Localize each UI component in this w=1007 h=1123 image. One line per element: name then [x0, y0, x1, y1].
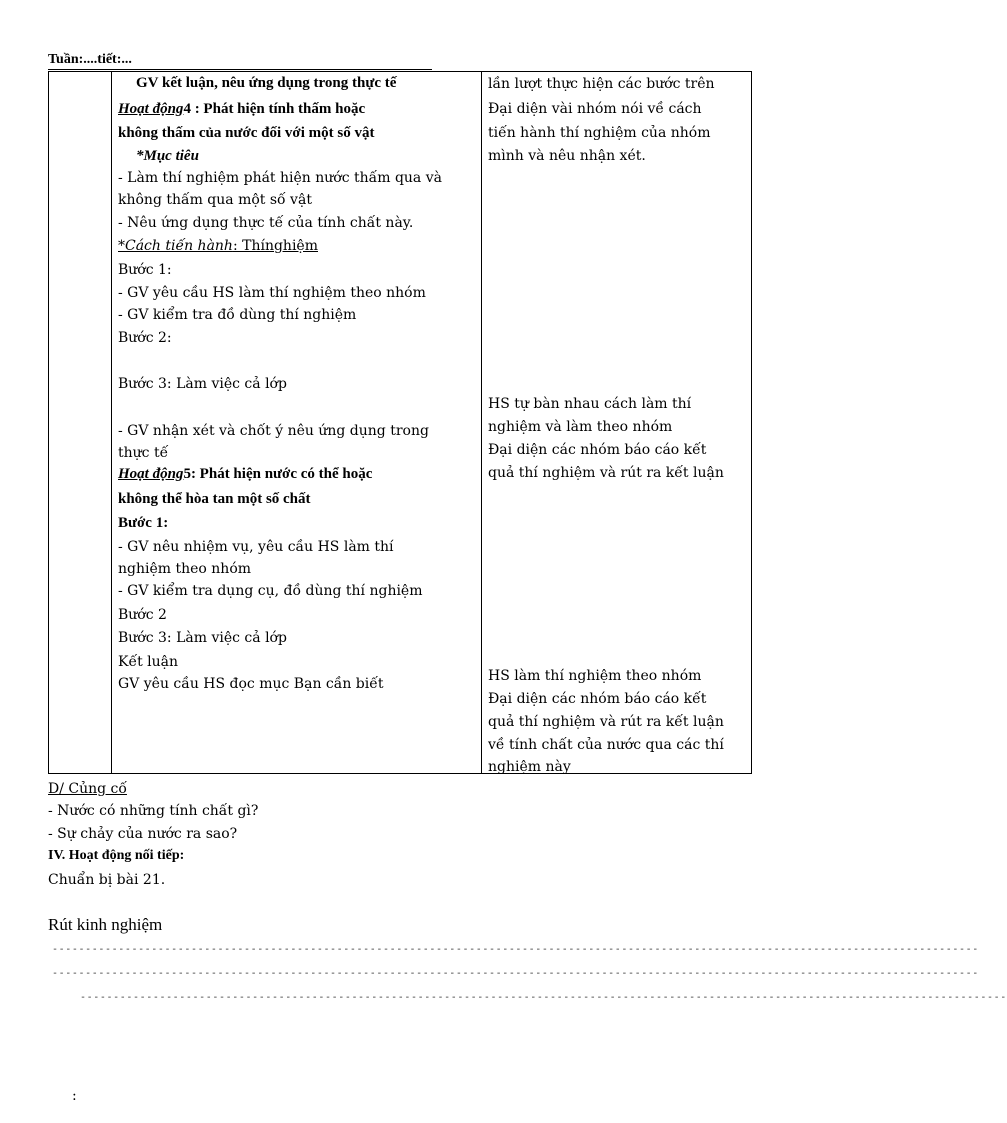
student-line-10: Đại diện các nhóm báo cáo kết [488, 691, 707, 707]
student-column [482, 72, 752, 774]
student-line-7: Đại diện các nhóm báo cáo kết [488, 442, 707, 458]
procedure-text: : Thínghiệm [232, 238, 318, 254]
student-line-12: về tính chất của nước qua các thí [488, 737, 724, 753]
followup-heading: IV. Hoạt động nối tiếp: [48, 848, 185, 863]
student-line-11: quả thí nghiệm và rút ra kết luận [488, 714, 724, 730]
student-line-2: Đại diện vài nhóm nói về cách [488, 101, 702, 117]
procedure-heading [118, 236, 318, 256]
activity-5-step-1-line-2: nghiệm theo nhóm [118, 561, 252, 577]
experience-dash-line-2: -------------------------------------------------------------------------------------------------------------------------------------------- [52, 968, 979, 979]
conclusion-heading: Kết luận [118, 654, 179, 670]
student-line-4: mình và nêu nhận xét. [488, 148, 646, 164]
activity-4-title-cont: không thấm của nước đối với một số vật [118, 125, 375, 141]
activity-5-step-1-line-1: - GV nêu nhiệm vụ, yêu cầu HS làm thí [118, 539, 394, 555]
lesson-table [48, 71, 752, 774]
student-line-1: lần lượt thực hiện các bước trên [488, 76, 715, 92]
objective-heading: *Mục tiêu [136, 148, 199, 164]
activity-4-label: Hoạt động [118, 101, 184, 117]
activity-5-step-1-heading: Bước 1: [118, 515, 169, 531]
activity-5-title [118, 464, 372, 484]
followup-text: Chuẩn bị bài 21. [48, 872, 166, 888]
activity-5-label: Hoạt động [118, 466, 184, 482]
teacher-column [112, 72, 482, 774]
activity-5-step-1-line-3: - GV kiểm tra dụng cụ, đồ dùng thí nghiệm [118, 583, 423, 599]
student-line-9: HS làm thí nghiệm theo nhóm [488, 668, 702, 684]
activity-5-step-2-heading: Bước 2 [118, 607, 167, 623]
consolidation-question-2: - Sự chảy của nước ra sao? [48, 826, 238, 842]
week-period-header: Tuần:....tiết:... [48, 52, 132, 67]
objective-line-2: không thấm qua một số vật [118, 192, 312, 208]
procedure-label: *Cách tiến hành [118, 238, 233, 254]
teacher-remark-line-1: - GV nhận xét và chốt ý nêu ứng dụng trong [118, 423, 429, 439]
student-line-5: HS tự bàn nhau cách làm thí [488, 396, 692, 412]
consolidation-heading: D/ Củng cố [48, 781, 127, 797]
step-1-line-2: - GV kiểm tra đồ dùng thí nghiệm [118, 307, 357, 323]
experience-dash-line-3: -------------------------------------------------------------------------------------------------------------------------------------------- [80, 992, 1007, 1003]
objective-line-3: - Nêu ứng dụng thực tế của tính chất này. [118, 215, 414, 231]
step-2-heading: Bước 2: [118, 330, 172, 346]
step-1-line-1: - GV yêu cầu HS làm thí nghiệm theo nhóm [118, 285, 426, 301]
activity-5-title-cont: không thể hòa tan một số chất [118, 491, 311, 507]
activity-5-step-3-heading: Bước 3: Làm việc cả lớp [118, 630, 287, 646]
header-rule [48, 69, 432, 70]
teacher-remark-line-2: thực tế [118, 445, 169, 461]
step-1-heading: Bước 1: [118, 262, 172, 278]
conclusion-line: GV kết luận, nêu ứng dụng trong thực tế [136, 75, 397, 91]
objective-line-1: - Làm thí nghiệm phát hiện nước thấm qua và [118, 170, 442, 186]
consolidation-question-1: - Nước có những tính chất gì? [48, 803, 259, 819]
experience-heading: Rút kinh nghiệm [48, 915, 163, 934]
read-section-line: GV yêu cầu HS đọc mục Bạn cần biết [118, 676, 384, 692]
activity-5-text: 5: Phát hiện nước có thể hoặc [183, 466, 373, 482]
activity-4-text: 4 : Phát hiện tính thấm hoặc [183, 101, 366, 117]
student-line-6: nghiệm và làm theo nhóm [488, 419, 673, 435]
footer-mark: : [72, 1088, 77, 1104]
student-line-3: tiến hành thí nghiệm của nhóm [488, 125, 711, 141]
activity-4-title [118, 99, 365, 119]
blank-column [49, 72, 112, 774]
experience-dash-line-1: -------------------------------------------------------------------------------------------------------------------------------------------- [52, 944, 979, 955]
student-line-13: nghiệm này [488, 759, 571, 775]
step-3-heading: Bước 3: Làm việc cả lớp [118, 376, 287, 392]
student-line-8: quả thí nghiệm và rút ra kết luận [488, 465, 724, 481]
